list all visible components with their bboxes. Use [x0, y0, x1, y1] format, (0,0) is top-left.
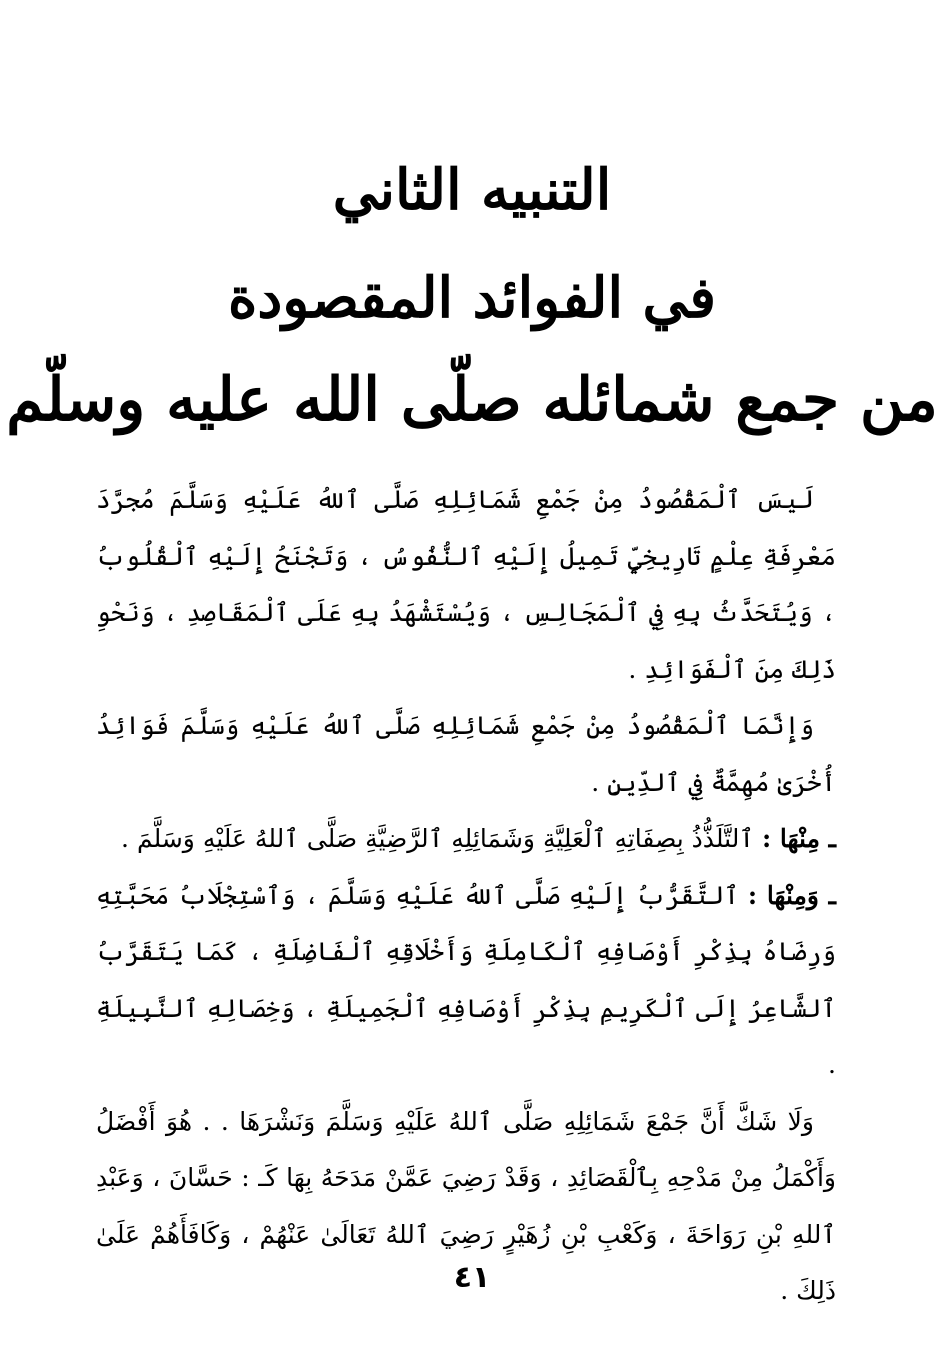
paragraph-3-text: ٱلتَّلَذُّذُ بِصِفَاتِهِ ٱلْعَلِيَّةِ وَشَمَائِلِهِ ٱلرَّضِيَّةِ صَلَّى ٱللهُ عَلَيْهِ وَسَلَّمَ .: [121, 824, 754, 853]
paragraph-2: وَإِنَّمَا ٱلْمَقْصُودُ مِنْ جَمْعِ شَمَائِلِهِ صَلَّى ٱللهُ عَلَيْهِ وَسَلَّمَ فَوَائِدُ أُخْرَىٰ مُهِمَّةٌ فِي ٱلدِّينِ .: [96, 711, 836, 797]
chapter-title: التنبيه الثاني: [332, 157, 612, 223]
page-number: ٤١: [453, 1260, 491, 1295]
paragraph-4-lead: ـ وَمِنْهَا :: [747, 880, 836, 910]
body-text: [96, 472, 836, 1320]
chapter-subtitle: في الفوائد المقصودة: [228, 265, 716, 331]
paragraph-4: [96, 868, 836, 1094]
paragraph-3: [96, 811, 836, 868]
paragraph-4-text: ٱلتَّقَرُّبُ إِلَيْهِ صَلَّى ٱللهُ عَلَيْهِ وَسَلَّمَ ، وَٱسْتِجْلَابُ مَحَبَّتِهِ وَرِضَاهُ بِذِكْرِ أَوْصَافِهِ ٱلْكَامِلَةِ وَأَخْلَاقِهِ ٱلْفَاضِلَةِ ، كَمَا يَتَقَرَّبُ ٱلشَّاعِرُ إِلَى ٱلْكَرِيمِ بِذِكْرِ أَوْصَافِهِ ٱلْجَمِيلَةِ ، وَخِصَالِهِ ٱلنَّبِيلَةِ .: [96, 880, 836, 1079]
paragraph-5: وَلَا شَكَّ أَنَّ جَمْعَ شَمَائِلِهِ صَلَّى ٱللهُ عَلَيْهِ وَسَلَّمَ وَنَشْرَهَا . . هُوَ أَفْضَلُ وَأَكْمَلُ مِنْ مَدْحِهِ بِٱلْقَصَائِدِ ، وَقَدْ رَضِيَ عَمَّنْ مَدَحَهُ بِهَا كَـ : حَسَّانَ ، وَعَبْدِ ٱللهِ بْنِ رَوَاحَةَ ، وَكَعْبِ بْنِ زُهَيْرٍ رَضِيَ ٱللهُ تَعَالَىٰ عَنْهُمْ ، وَكَافَأَهُمْ عَلَىٰ ذَلِكَ .: [96, 1106, 836, 1305]
paragraph-1: لَيسَ ٱلْمَقْصُودُ مِنْ جَمْعِ شَمَائِلِهِ صَلَّى ٱللهُ عَلَيْهِ وَسَلَّمَ مُجرَّدَ مَعْرِفَةِ عِلْمٍ تَارِيخِيٍّ تَمِيلُ إِلَيْهِ ٱلنُّفُوسُ ، وَتَجْنَحُ إِلَيْهِ ٱلْقُلُوبُ ، وَيُتَحَدَّثُ بِهِ فِي ٱلْمَجَالِسِ ، وَيُسْتَشْهَدُ بِهِ عَلَى ٱلْمَقَاصِدِ ، وَنَحْوِ ذَلِكَ مِنَ ٱلْفَوَائِدِ .: [96, 485, 836, 684]
chapter-subtitle-2: من جمع شمائله صلّى الله عليه وسلّم: [6, 365, 938, 435]
paragraph-3-lead: ـ مِنْهَا :: [761, 824, 836, 853]
